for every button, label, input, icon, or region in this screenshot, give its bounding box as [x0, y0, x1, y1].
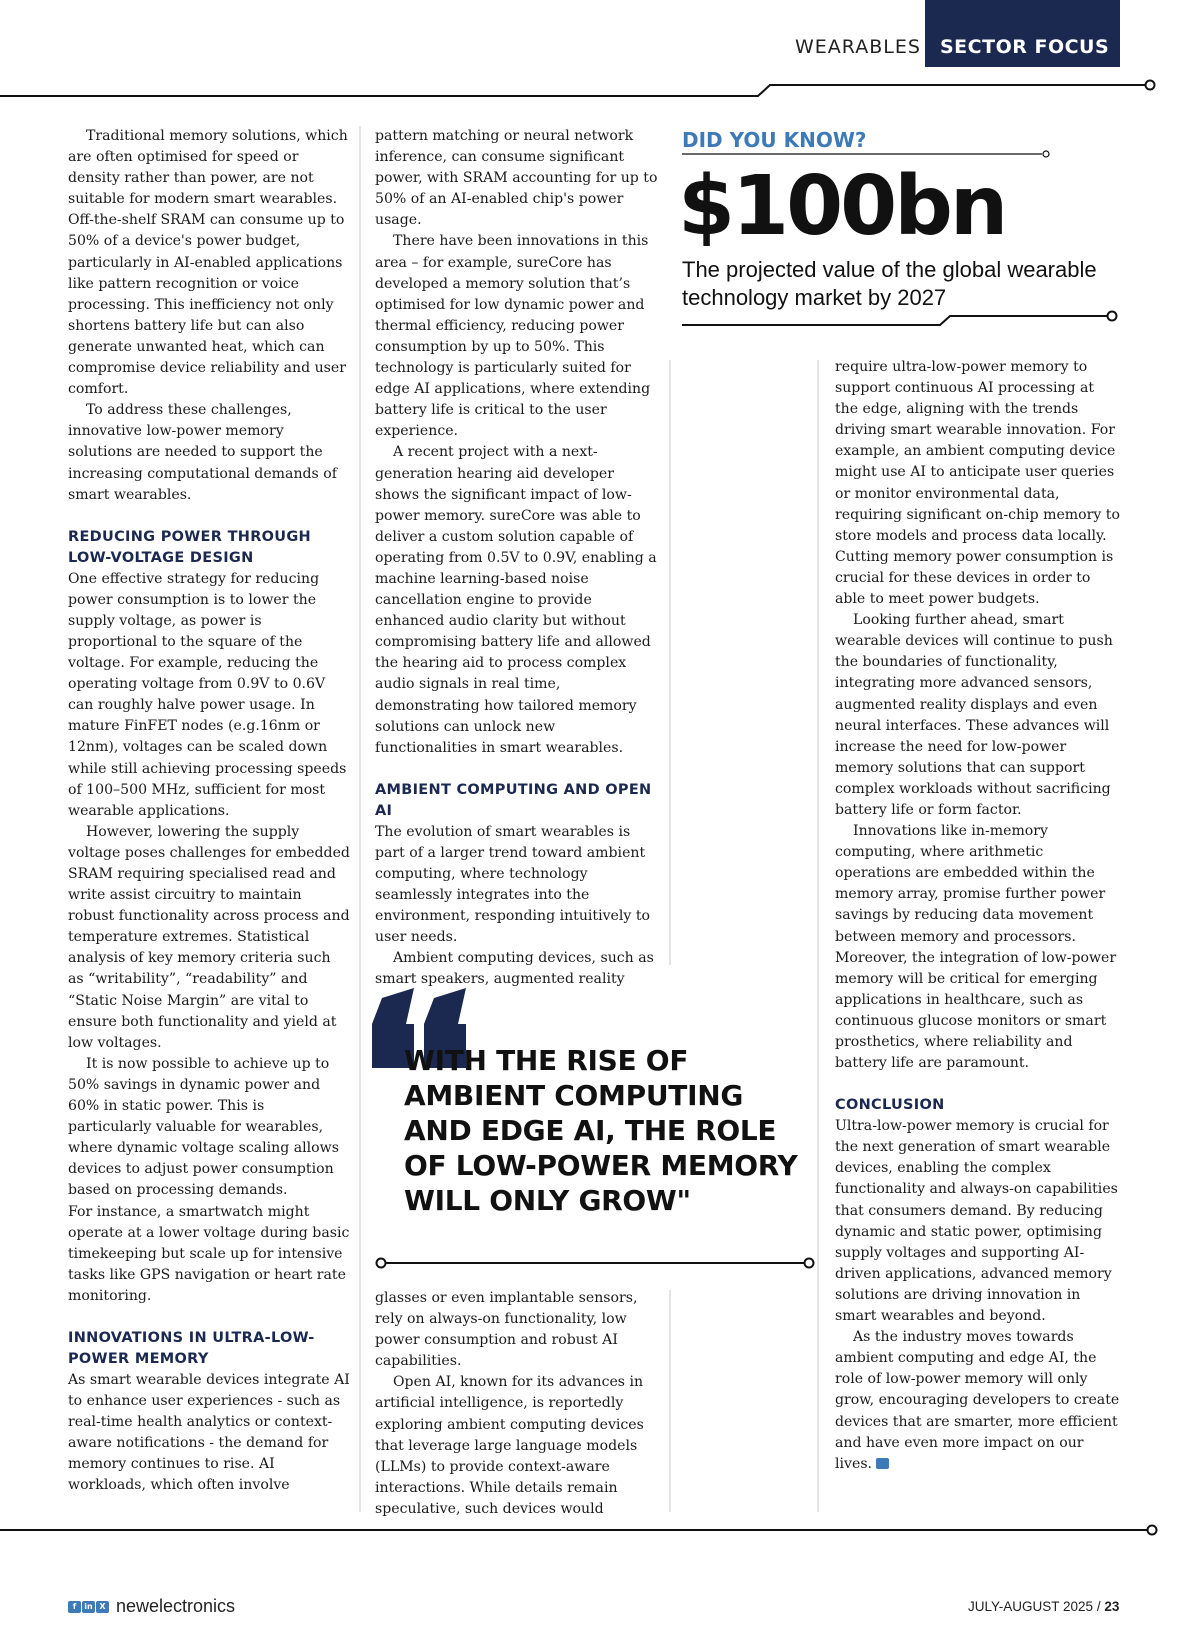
- section-label: WEARABLES: [795, 36, 921, 58]
- did-you-know-figure: $100bn: [678, 159, 1006, 254]
- paragraph: To address these challenges, innovative low-power memory solutions are needed to support the increasing computational demands of smart wearables.: [68, 402, 337, 503]
- paragraph: For instance, a smartwatch might operate at a lower voltage during basic timekeeping but scale up for intensive tasks like GPS navigation or heart rate monitoring.: [68, 1203, 350, 1304]
- subheading-ultra-low-power: INNOVATIONS IN ULTRA-LOW-POWER MEMORY: [68, 1329, 315, 1367]
- paragraph: However, lowering the supply voltage poses challenges for embedded SRAM requiring specialised read and write assist circuitry to maintain robust functionality across process and temperature extremes. Statistical analysis of key memory criteria such as “writability”, “readability” and “Static Noise Margin” are vital to ensure both functionality and yield at low voltages.: [68, 823, 350, 1051]
- linkedin-icon[interactable]: in: [82, 1601, 95, 1613]
- paragraph: Traditional memory solutions, which are often optimised for speed or density rather than power, are not suitable for modern smart wearables. Off-the-shelf SRAM can consume up to 50% of a device's power budget, particularly in AI-enabled applications like pattern recognition or voice processing. This inefficiency not only shortens battery life but can also generate unwanted heat, which can compromise device reliability and user comfort.: [68, 128, 348, 398]
- paragraph: One effective strategy for reducing power consumption is to lower the supply voltage, as power is proportional to the square of the voltage. For example, reducing the operating voltage from 0.9V to 0.6V can roughly halve power usage. In mature FinFET nodes (e.g.16nm or 12nm), voltages can be scaled down while still achieving processing speeds of 100–500 MHz, sufficient for most wearable applications.: [68, 570, 347, 819]
- paragraph: glasses or even implantable sensors, rely on always-on functionality, low power consumption and robust AI capabilities.: [375, 1290, 638, 1370]
- separator: /: [1096, 1599, 1101, 1614]
- end-mark-icon: NE: [876, 1458, 889, 1469]
- column-2-upper: [375, 126, 660, 991]
- pull-quote: WITH THE RISE OF AMBIENT COMPUTING AND EDGE AI, THE ROLE OF LOW-POWER MEMORY WILL ONLY GROW": [404, 1044, 798, 1217]
- column-1: [68, 126, 350, 1497]
- paragraph: Ambient computing devices, such as smart speakers, augmented reality: [375, 950, 654, 988]
- issue-date: JULY-AUGUST 2025: [968, 1599, 1094, 1614]
- subheading-low-voltage: REDUCING POWER THROUGH LOW-VOLTAGE DESIGN: [68, 528, 311, 566]
- paragraph: Innovations like in-memory computing, where arithmetic operations are embedded within the memory array, promise further power savings by reducing data movement between memory and processors. Moreover, the integration of low-power memory will be critical for emerging applications in healthcare, such as continuous glucose monitors or smart prosthetics, where reliability and battery life are paramount.: [835, 823, 1117, 1072]
- paragraph: [835, 1327, 1120, 1475]
- issue-and-page: [968, 1599, 1119, 1614]
- x-icon[interactable]: X: [96, 1601, 109, 1613]
- paragraph: Open AI, known for its advances in artificial intelligence, is reportedly exploring ambient computing devices that leverage large language models (LLMs) to provide context-aware interactions. While details remain speculative, such devices would: [375, 1374, 644, 1517]
- social-icons: [68, 1601, 109, 1613]
- paragraph: As smart wearable devices integrate AI to enhance user experiences - such as real-time health analytics or context-aware notifications - the demand for memory continues to rise. AI workloads, which often involve: [68, 1371, 350, 1494]
- did-you-know-label: DID YOU KNOW?: [682, 128, 867, 152]
- paragraph: pattern matching or neural network inference, can consume significant power, with SRAM accounting for up to 50% of an AI-enabled chip's power usage.: [375, 128, 658, 229]
- paragraph: Looking further ahead, smart wearable devices will continue to push the boundaries of functionality, integrating more advanced sensors, augmented reality displays and even neural interfaces. These advances will increase the need for low-power memory solutions that can support complex workloads without sacrificing battery life or form factor.: [835, 612, 1113, 818]
- paragraph: Ultra-low-power memory is crucial for the next generation of smart wearable devices, enabling the complex functionality and always-on capabilities that consumers demand. By reducing dynamic and static power, optimising supply voltages and supporting AI-driven applications, advanced memory solutions are driving innovation in smart wearables and beyond.: [835, 1118, 1118, 1325]
- paragraph: There have been innovations in this area – for example, sureCore has developed a memory solution that’s optimised for low dynamic power and thermal efficiency, reducing power consumption by up to 50%. This technology is particularly suited for edge AI applications, where extending battery life is critical to the user experience.: [375, 233, 651, 440]
- paragraph: A recent project with a next-generation hearing aid developer shows the significant impact of low-power memory. sureCore was able to deliver a custom solution capable of operating from 0.5V to 0.9V, enabling a machine learning-based noise cancellation engine to provide enhanced audio clarity but without compromising battery life and allowed the hearing aid to process complex audio signals in real time, demonstrating how tailored memory solutions can unlock new functionalities in smart wearables.: [375, 444, 657, 756]
- subheading-ambient-computing: AMBIENT COMPUTING AND OPEN AI: [375, 781, 652, 819]
- paragraph: The evolution of smart wearables is part of a larger trend toward ambient computing, where technology seamlessly integrates into the environment, responding intuitively to user needs.: [375, 823, 651, 946]
- column-2-lower: [375, 1288, 660, 1520]
- paragraph-text: As the industry moves towards ambient computing and edge AI, the role of low-power memory will only grow, encouraging developers to create devices that are smarter, more efficient and have even more impact on our lives.: [835, 1329, 1120, 1472]
- paragraph: require ultra-low-power memory to support continuous AI processing at the edge, aligning with the trends driving smart wearable innovation. For example, an ambient computing device might use AI to anticipate user queries or monitor environmental data, requiring significant on-chip memory to store models and process data locally. Cutting memory power consumption is crucial for these devices in order to able to meet power budgets.: [835, 359, 1120, 608]
- page-number: 23: [1104, 1599, 1120, 1614]
- subheading-conclusion: CONCLUSION: [835, 1097, 945, 1114]
- column-3: [835, 357, 1120, 1475]
- facebook-icon[interactable]: f: [68, 1601, 81, 1613]
- paragraph: It is now possible to achieve up to 50% savings in dynamic power and 60% in static power. This is particularly valuable for wearables, where dynamic voltage scaling allows devices to adjust power consumption based on processing demands.: [68, 1055, 339, 1199]
- sector-focus-label: SECTOR FOCUS: [940, 36, 1110, 58]
- brand-logo: newelectronics: [116, 1596, 236, 1616]
- did-you-know-description: The projected value of the global wearable technology market by 2027: [682, 257, 1097, 310]
